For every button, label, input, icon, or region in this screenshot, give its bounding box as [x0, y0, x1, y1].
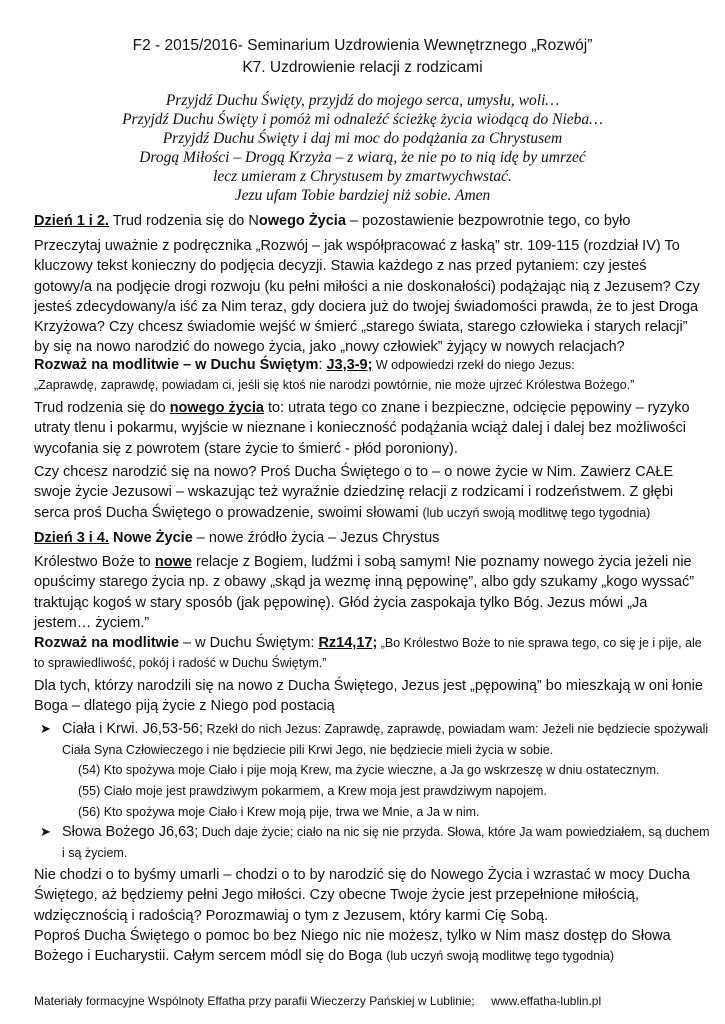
arrowhead-bullet-icon: ➤: [40, 824, 51, 839]
bullet-word-of-god: ➤ Słowa Bożego J6,63; Duch daje życie; ciało na nic się nie przyda. Słowa, które Ja wam powiedziałem, są duchem i są życiem.: [40, 824, 710, 860]
day-label: Dzień 3 i 4.: [34, 530, 109, 546]
section1-birth-paragraph: Trud rodzenia się do nowego życia to: utrata tego co znane i bezpieczne, odcięcie pępowiny – ryzyko utraty tlenu i pokarmu, wyjście w nieznane i konieczność podążania wciąż dalej i dalej bez możliwości wycofania się z powrotem (stare życie to śmierć - płód poroniony).: [34, 400, 690, 457]
verse-54: (54) Kto spożywa moje Ciało i pije moją Krew, ma życie wieczne, a Ja go wskrzeszę w dniu ostatecznym.: [78, 763, 660, 777]
section2-kingdom-paragraph: Królestwo Boże to nowe relacje z Bogiem, ludźmi i sobą samym! Nie poznamy nowego życia jeżeli nie opuścimy starego życia np. z obawy „skąd ja wezmę inną pępowinę”, albo gdy szukamy „kogo wyssać” traktując kogoś w stary sposób (jak pępowinę). Głód życia zaspokaja tylko Bóg. Jezus mówi „Ja jestem… życiem.”: [34, 554, 695, 631]
verse-56: (56) Kto spożywa moje Ciało i Krew moją pije, trwa we Mnie, a Ja w nim.: [78, 805, 480, 819]
day-label: Dzień 1 i 2.: [34, 213, 109, 229]
verse-55: (55) Ciało moje jest prawdziwym pokarmem, a Krew moja jest prawdziwym napojem.: [78, 784, 547, 798]
prayer-line: Przyjdź Duchu Święty i pomóż mi odnaleźć ścieżkę życia wiodącą do Nieba…: [122, 111, 603, 128]
scripture-reference: Rz14,17;: [318, 635, 378, 651]
document-subtitle: K7. Uzdrowienie relacji z rodzicami: [242, 59, 483, 76]
section1-meditation: Rozważ na modlitwie – w Duchu Świętym: J3,3-9; W odpowiedzi rzekł do niego Jezus: „Zaprawdę, zaprawdę, powiadam ci, jeśli się ktoś nie narodzi powtórnie, nie może ujrzeć Królestwa Bożego.”: [34, 357, 635, 393]
section1-heading: Dzień 1 i 2. Trud rodzenia się do Nowego Życia – pozostawienie bezpowrotnie tego, co było: [34, 213, 631, 229]
prayer-line: Przyjdź Duchu Święty i daj mi moc do podążania za Chrystusem: [162, 130, 563, 147]
section2-closing-paragraph: Nie chodzi o to byśmy umarli – chodzi o to by narodzić się do Nowego Życia i wzrastać w mocy Ducha Świętego, aż będziemy pełni Jego miłości. Czy obecne Twoje życie jest przepełnione miłością, wdzięcznością i radością? Porozmawiaj o tym z Jezusem, który karmi Cię Sobą.: [34, 867, 690, 924]
section2-meditation: Rozważ na modlitwie – w Duchu Świętym: Rz14,17; „Bo Królestwo Boże to nie sprawa tego, co się je i pije, ale to sprawiedliwość, pokój i radość w Duchu Świętym.”: [34, 635, 702, 671]
bullet-body-blood: ➤ Ciała i Krwi. J6,53-56; Rzekł do nich Jezus: Zaprawdę, zaprawdę, powiadam wam: Jeżeli nie będziecie spożywali Ciała Syna Człowieczego i nie będziecie pili Krwi Jego, nie będziecie mieli życia w sobie.: [40, 721, 709, 757]
arrowhead-bullet-icon: ➤: [40, 721, 51, 736]
section2-umbilical-paragraph: Dla tych, którzy narodzili się na nowo z Ducha Świętego, Jezus jest „pępowiną” bo mieszkają w oni łonie Boga – dlatego piją życie z Niego pod postacią: [34, 678, 703, 715]
page-footer: Materiały formacyjne Wspólnoty Effatha przy parafii Wieczerzy Pańskiej w Lublinie; www.effatha-lublin.pl: [34, 994, 602, 1008]
section1-intro: Przeczytaj uważnie z podręcznika „Rozwój – jak współpracować z łaską” str. 109-115 (rozdział IV) To kluczowy tekst konieczny do podjęcia decyzji. Stawia każdego z nas przed pytaniem: czy jesteś gotowy/a na podjęcie drogi rozwoju (ku pełni miłości a nie doskonałości) podążając nią z Jezusem? Czy jesteś zdecydowany/a iść za Nim teraz, gdy dociera już do twojej świadomości prawda, że to jest Droga Krzyżowa? Czy chcesz świadomie wejść w śmierć „starego świata, starego człowieka i starych relacji” by się na nowo narodzić do nowego życia, jako „nowy człowiek” żyjący w nowych relacjach?: [34, 238, 700, 356]
scripture-quote: „Zaprawdę, zaprawdę, powiadam ci, jeśli się ktoś nie narodzi powtórnie, nie może ujrzeć Królestwa Bożego.”: [34, 378, 635, 393]
section2-prayer-request: Poproś Ducha Świętego o pomoc bo bez Niego nic nie możesz, tylko w Nim masz dostęp do Słowa Bożego i Eucharystii. Całym sercem módl się do Boga (lub uczyń swoją modlitwę tego tygodnia): [34, 928, 671, 965]
section2-heading: Dzień 3 i 4. Nowe Życie – nowe źródło życia – Jezus Chrystus: [34, 530, 440, 546]
prayer-line: Jezu ufam Tobie bardziej niż sobie. Amen: [234, 187, 491, 204]
prayer-line: Drogą Miłości – Drogą Krzyża – z wiarą, że nie po to nią idę by umrzeć: [139, 149, 586, 166]
document-title: F2 - 2015/2016- Seminarium Uzdrowienia Wewnętrznego „Rozwój”: [132, 37, 593, 54]
section1-question-paragraph: Czy chcesz narodzić się na nowo? Proś Ducha Świętego o to – o nowe życie w Nim. Zawierz CAŁE swoje życie Jezusowi – wskazując też wyraźnie dziedzinę relacji z rodzicami i rodzeństwem. Z głębi serca proś Ducha Świętego o prowadzenie, swoimi słowami (lub uczyń swoją modlitwę tego tygodnia): [34, 464, 674, 521]
prayer-line: lecz umieram z Chrystusem by zmartwychwstać.: [213, 168, 512, 185]
prayer-line: Przyjdź Duchu Święty, przyjdź do mojego serca, umysłu, woli…: [165, 92, 560, 109]
scripture-reference: J3,3-9;: [326, 357, 373, 373]
